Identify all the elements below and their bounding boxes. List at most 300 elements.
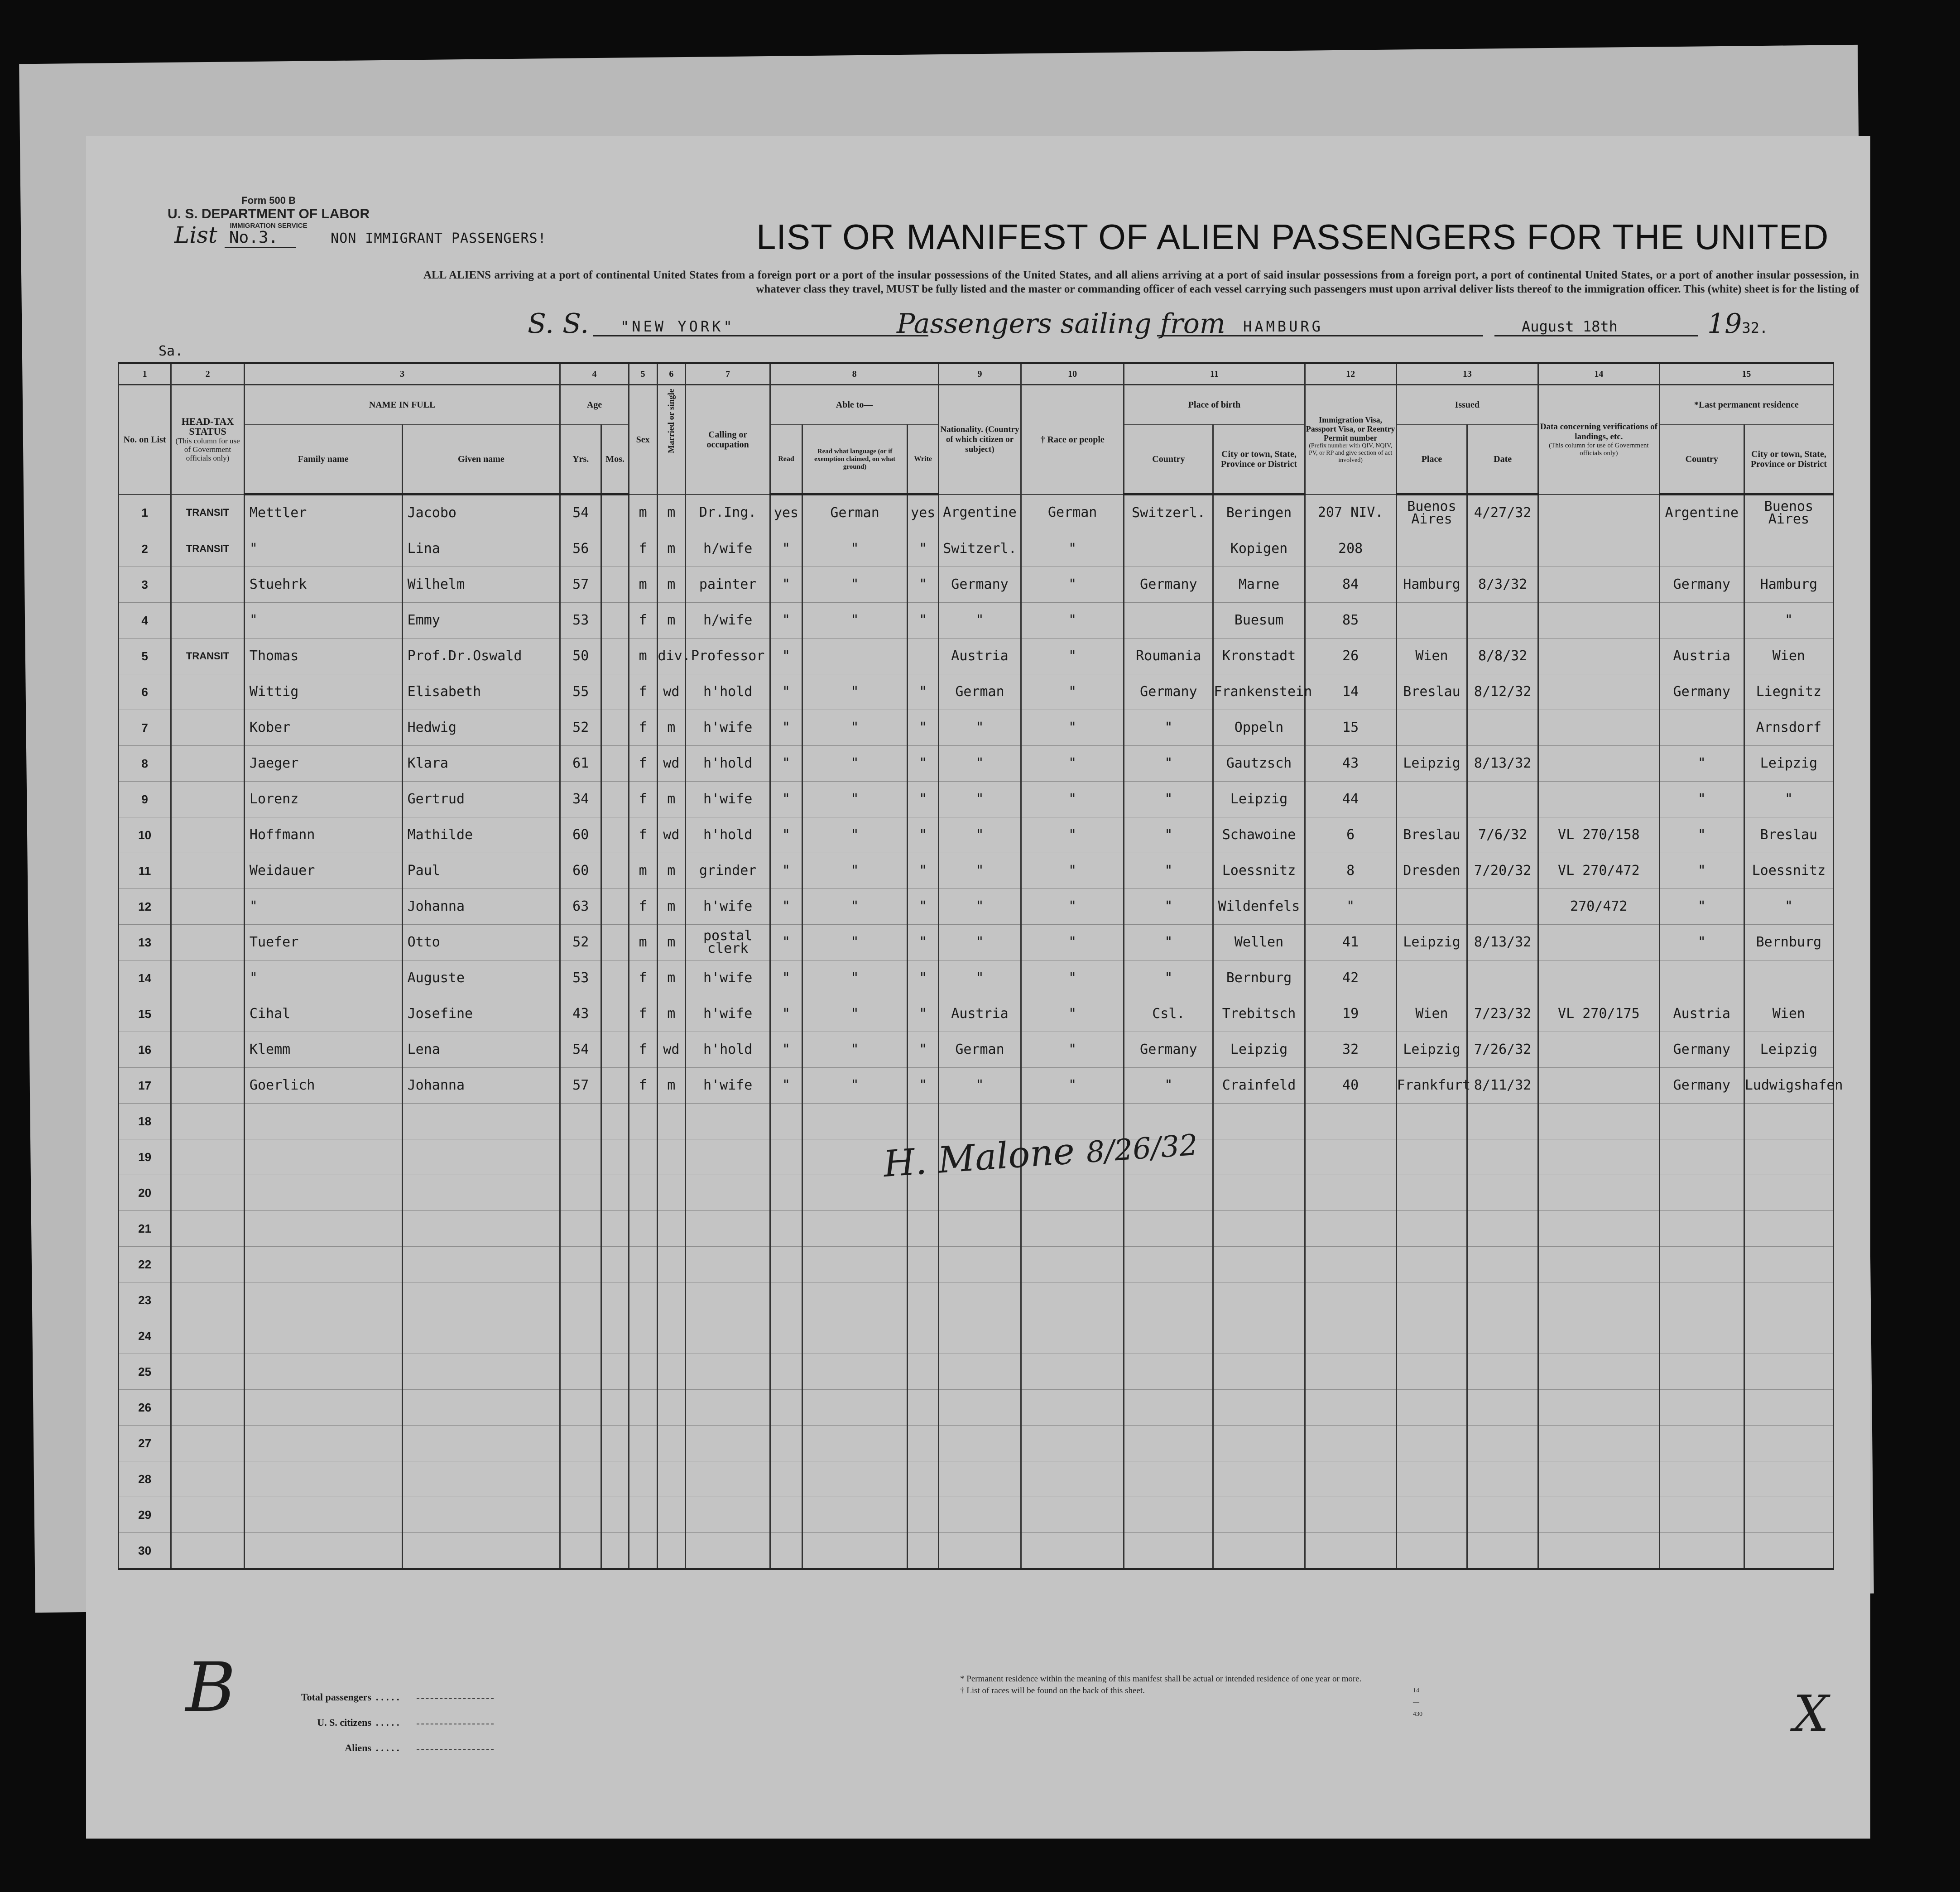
can-write-cell: " xyxy=(908,567,939,603)
row-number-cell: 6 xyxy=(119,674,171,710)
residence-country-cell xyxy=(1659,1318,1744,1354)
residence-city-cell: Liegnitz xyxy=(1744,674,1833,710)
verification-cell xyxy=(1538,1461,1659,1497)
nationality-cell: Germany xyxy=(939,567,1021,603)
row-number-cell: 24 xyxy=(119,1318,171,1354)
residence-country-cell: " xyxy=(1659,889,1744,925)
table-row xyxy=(119,1104,1834,1139)
verification-cell xyxy=(1538,1533,1659,1570)
marital-status-cell xyxy=(657,1247,686,1282)
given-name-cell: Gertrud xyxy=(402,782,560,817)
aliens-label: Aliens xyxy=(345,1742,371,1753)
race-cell: " xyxy=(1021,817,1124,853)
nationality-cell xyxy=(939,1497,1021,1533)
sex-cell xyxy=(629,1426,657,1461)
race-cell: " xyxy=(1021,710,1124,746)
given-name-cell xyxy=(402,1104,560,1139)
occupation-cell: Dr.Ing. xyxy=(686,495,770,531)
birth-country-cell: " xyxy=(1124,889,1213,925)
occupation-cell xyxy=(686,1354,770,1390)
residence-city-cell: " xyxy=(1744,603,1833,639)
col-num: 9 xyxy=(939,363,1021,385)
table-row xyxy=(119,567,1834,603)
sex-cell xyxy=(629,1211,657,1247)
verification-cell xyxy=(1538,1318,1659,1354)
family-name-cell xyxy=(244,1282,402,1318)
issued-place-cell: Breslau xyxy=(1396,674,1467,710)
head-tax-status-cell xyxy=(171,782,245,817)
birth-city-cell: Schawoine xyxy=(1213,817,1305,853)
birth-city-cell: Wildenfels xyxy=(1213,889,1305,925)
given-name-cell xyxy=(402,1318,560,1354)
family-name-cell xyxy=(244,1139,402,1175)
row-number-cell: 27 xyxy=(119,1426,171,1461)
can-read-cell: " xyxy=(770,889,802,925)
visa-number-cell xyxy=(1305,1426,1396,1461)
sex-cell xyxy=(629,1461,657,1497)
head-tax-status-cell xyxy=(171,1175,245,1211)
race-cell xyxy=(1021,1461,1124,1497)
row-number-cell: 14 xyxy=(119,960,171,996)
sex-cell xyxy=(629,1104,657,1139)
age-years-cell: 60 xyxy=(560,817,601,853)
header-read: Read xyxy=(770,425,802,495)
us-citizens-label: U. S. citizens xyxy=(317,1717,371,1728)
verification-cell xyxy=(1538,674,1659,710)
family-name-cell xyxy=(244,1247,402,1282)
handwritten-b-mark: B xyxy=(186,1648,236,1727)
birth-city-cell: Kronstadt xyxy=(1213,639,1305,674)
family-name-cell xyxy=(244,1318,402,1354)
table-row xyxy=(119,674,1834,710)
nationality-cell: " xyxy=(939,889,1021,925)
table-row xyxy=(119,1497,1834,1533)
marital-status-cell xyxy=(657,1211,686,1247)
residence-country-cell xyxy=(1659,1354,1744,1390)
can-write-cell xyxy=(908,1426,939,1461)
manifest-body xyxy=(119,495,1843,1570)
can-read-cell: " xyxy=(770,782,802,817)
department-name: U. S. DEPARTMENT OF LABOR xyxy=(168,206,370,221)
age-months-cell xyxy=(601,1497,629,1533)
birth-city-cell: Oppeln xyxy=(1213,710,1305,746)
row-number-cell: 30 xyxy=(119,1533,171,1570)
head-tax-status-cell xyxy=(171,1533,245,1570)
can-write-cell: " xyxy=(908,782,939,817)
total-passengers-line xyxy=(272,1685,494,1710)
given-name-cell: Otto xyxy=(402,925,560,960)
race-cell xyxy=(1021,1497,1124,1533)
marital-status-cell xyxy=(657,1104,686,1139)
race-cell: German xyxy=(1021,495,1124,531)
given-name-cell: Lina xyxy=(402,531,560,567)
header-name-in-full: NAME IN FULL xyxy=(244,385,560,425)
race-cell: " xyxy=(1021,639,1124,674)
issued-place-cell: Buenos Aires xyxy=(1396,495,1467,531)
read-language-cell: German xyxy=(802,495,907,531)
verification-cell xyxy=(1538,710,1659,746)
nationality-cell: " xyxy=(939,603,1021,639)
marital-status-cell xyxy=(657,1139,686,1175)
read-language-cell: " xyxy=(802,782,907,817)
occupation-cell xyxy=(686,1390,770,1426)
sex-cell: f xyxy=(629,710,657,746)
visa-number-cell: 207 NIV. xyxy=(1305,495,1396,531)
can-write-cell: " xyxy=(908,996,939,1032)
read-language-cell: " xyxy=(802,889,907,925)
table-row xyxy=(119,1354,1834,1390)
row-number-cell: 7 xyxy=(119,710,171,746)
visa-number-cell: 19 xyxy=(1305,996,1396,1032)
table-row xyxy=(119,1426,1834,1461)
issued-place-cell: Frankfurt xyxy=(1396,1068,1467,1104)
residence-country-cell xyxy=(1659,960,1744,996)
residence-city-cell xyxy=(1744,1175,1833,1211)
header-head-tax xyxy=(171,385,245,495)
visa-number-cell: 40 xyxy=(1305,1068,1396,1104)
head-tax-status-cell xyxy=(171,1282,245,1318)
birth-city-cell: Beringen xyxy=(1213,495,1305,531)
residence-country-cell xyxy=(1659,1104,1744,1139)
header-write: Write xyxy=(908,425,939,495)
age-months-cell xyxy=(601,1426,629,1461)
birth-city-cell xyxy=(1213,1318,1305,1354)
marital-status-cell: m xyxy=(657,996,686,1032)
age-years-cell xyxy=(560,1318,601,1354)
list-line xyxy=(174,222,547,248)
age-years-cell xyxy=(560,1211,601,1247)
marital-status-cell xyxy=(657,1318,686,1354)
leader-dots: ..... xyxy=(376,1717,402,1728)
head-tax-status-cell xyxy=(171,1104,245,1139)
age-months-cell xyxy=(601,853,629,889)
issued-place-cell: Leipzig xyxy=(1396,1032,1467,1068)
birth-city-cell: Wellen xyxy=(1213,925,1305,960)
read-language-cell xyxy=(802,1318,907,1354)
header-visa-title: Immigration Visa, Passport Visa, or Reentry Permit number xyxy=(1306,415,1395,442)
row-number-cell: 28 xyxy=(119,1461,171,1497)
given-name-cell: Emmy xyxy=(402,603,560,639)
marital-status-cell: m xyxy=(657,853,686,889)
family-name-cell: Klemm xyxy=(244,1032,402,1068)
occupation-cell: painter xyxy=(686,567,770,603)
row-number-cell: 10 xyxy=(119,817,171,853)
age-months-cell xyxy=(601,674,629,710)
footnotes xyxy=(960,1673,1422,1718)
residence-city-cell: Leipzig xyxy=(1744,1032,1833,1068)
birth-city-cell xyxy=(1213,1533,1305,1570)
header-age: Age xyxy=(560,385,629,425)
header-race: † Race or people xyxy=(1021,385,1124,495)
can-write-cell xyxy=(908,1533,939,1570)
occupation-cell: postal clerk xyxy=(686,925,770,960)
family-name-cell xyxy=(244,1426,402,1461)
issued-date-cell: 4/27/32 xyxy=(1467,495,1538,531)
read-language-cell xyxy=(802,1497,907,1533)
birth-city-cell xyxy=(1213,1247,1305,1282)
row-number-cell: 1 xyxy=(119,495,171,531)
marital-status-cell: div. xyxy=(657,639,686,674)
verification-cell: VL 270/175 xyxy=(1538,996,1659,1032)
birth-country-cell: Roumania xyxy=(1124,639,1213,674)
issued-date-cell: 7/20/32 xyxy=(1467,853,1538,889)
head-tax-status-cell xyxy=(171,817,245,853)
occupation-cell xyxy=(686,1104,770,1139)
birth-country-cell: Csl. xyxy=(1124,996,1213,1032)
issued-date-cell xyxy=(1467,603,1538,639)
issued-date-cell xyxy=(1467,531,1538,567)
issued-place-cell xyxy=(1396,782,1467,817)
residence-country-cell: Austria xyxy=(1659,996,1744,1032)
read-language-cell: " xyxy=(802,567,907,603)
can-write-cell: " xyxy=(908,817,939,853)
can-read-cell xyxy=(770,1390,802,1426)
can-read-cell: " xyxy=(770,567,802,603)
departure-date: August 18th xyxy=(1494,318,1698,336)
age-years-cell: 50 xyxy=(560,639,601,674)
given-name-cell: Hedwig xyxy=(402,710,560,746)
given-name-cell: Auguste xyxy=(402,960,560,996)
marital-status-cell: m xyxy=(657,603,686,639)
issued-place-cell: Wien xyxy=(1396,996,1467,1032)
nationality-cell: Switzerl. xyxy=(939,531,1021,567)
departure-year xyxy=(1707,308,1768,340)
transit-stamp: TRANSIT xyxy=(186,507,230,519)
read-language-cell: " xyxy=(802,853,907,889)
totals-block xyxy=(272,1685,494,1761)
age-years-cell: 52 xyxy=(560,925,601,960)
can-write-cell: " xyxy=(908,746,939,782)
visa-number-cell: 15 xyxy=(1305,710,1396,746)
marital-status-cell: m xyxy=(657,960,686,996)
age-months-cell xyxy=(601,1247,629,1282)
verification-cell xyxy=(1538,1282,1659,1318)
sex-cell: f xyxy=(629,817,657,853)
occupation-cell: h'hold xyxy=(686,1032,770,1068)
visa-number-cell: 44 xyxy=(1305,782,1396,817)
residence-country-cell xyxy=(1659,710,1744,746)
occupation-cell xyxy=(686,1139,770,1175)
visa-number-cell xyxy=(1305,1211,1396,1247)
row-number-cell: 18 xyxy=(119,1104,171,1139)
issued-date-cell xyxy=(1467,1104,1538,1139)
issued-date-cell: 8/8/32 xyxy=(1467,639,1538,674)
birth-city-cell: Loessnitz xyxy=(1213,853,1305,889)
nationality-cell xyxy=(939,1318,1021,1354)
can-read-cell: " xyxy=(770,996,802,1032)
issued-place-cell: Dresden xyxy=(1396,853,1467,889)
age-months-cell xyxy=(601,1032,629,1068)
birth-country-cell xyxy=(1124,1461,1213,1497)
family-name-cell: " xyxy=(244,889,402,925)
can-read-cell: " xyxy=(770,853,802,889)
nationality-cell: German xyxy=(939,674,1021,710)
issued-date-cell: 7/23/32 xyxy=(1467,996,1538,1032)
head-tax-status-cell xyxy=(171,674,245,710)
nationality-cell: " xyxy=(939,1068,1021,1104)
nationality-cell xyxy=(939,1211,1021,1247)
can-read-cell xyxy=(770,1211,802,1247)
issued-date-cell xyxy=(1467,1390,1538,1426)
age-months-cell xyxy=(601,1461,629,1497)
row-number-cell: 25 xyxy=(119,1354,171,1390)
birth-city-cell xyxy=(1213,1461,1305,1497)
nationality-cell xyxy=(939,1247,1021,1282)
residence-country-cell: " xyxy=(1659,817,1744,853)
header-birth-city: City or town, State, Province or District xyxy=(1213,425,1305,495)
marital-status-cell: m xyxy=(657,925,686,960)
can-write-cell xyxy=(908,1318,939,1354)
age-years-cell: 53 xyxy=(560,960,601,996)
given-name-cell: Lena xyxy=(402,1032,560,1068)
can-read-cell: " xyxy=(770,674,802,710)
row-number-cell: 19 xyxy=(119,1139,171,1175)
given-name-cell xyxy=(402,1175,560,1211)
visa-number-cell: 32 xyxy=(1305,1032,1396,1068)
verification-cell xyxy=(1538,960,1659,996)
col-num: 8 xyxy=(770,363,939,385)
verification-cell xyxy=(1538,1032,1659,1068)
family-name-cell: Mettler xyxy=(244,495,402,531)
given-name-cell: Prof.Dr.Oswald xyxy=(402,639,560,674)
col-num: 11 xyxy=(1124,363,1305,385)
occupation-cell xyxy=(686,1497,770,1533)
birth-country-cell xyxy=(1124,1354,1213,1390)
sex-cell: m xyxy=(629,567,657,603)
age-years-cell: 55 xyxy=(560,674,601,710)
row-number-cell: 4 xyxy=(119,603,171,639)
issued-date-cell xyxy=(1467,1211,1538,1247)
read-language-cell: " xyxy=(802,996,907,1032)
given-name-cell xyxy=(402,1211,560,1247)
footnote-races: † List of races will be found on the back of this sheet. xyxy=(960,1686,1145,1695)
family-name-cell: Thomas xyxy=(244,639,402,674)
form-code: 14—430 xyxy=(1413,1687,1422,1718)
aliens-value xyxy=(417,1735,494,1750)
nationality-cell: " xyxy=(939,960,1021,996)
header-verifications-note: (This column for use of Government officials only) xyxy=(1549,442,1649,457)
header-res-city: City or town, State, Province or District xyxy=(1744,425,1833,495)
read-language-cell xyxy=(802,1354,907,1390)
row-number-cell: 22 xyxy=(119,1247,171,1282)
residence-city-cell: Buenos Aires xyxy=(1744,495,1833,531)
issued-date-cell xyxy=(1467,1175,1538,1211)
given-name-cell xyxy=(402,1282,560,1318)
occupation-cell: h'hold xyxy=(686,817,770,853)
issued-place-cell xyxy=(1396,1139,1467,1175)
given-name-cell: Johanna xyxy=(402,1068,560,1104)
birth-country-cell xyxy=(1124,1282,1213,1318)
race-cell: " xyxy=(1021,746,1124,782)
issued-place-cell xyxy=(1396,1318,1467,1354)
marital-status-cell: m xyxy=(657,782,686,817)
can-read-cell xyxy=(770,1461,802,1497)
issued-place-cell xyxy=(1396,1282,1467,1318)
race-cell: " xyxy=(1021,603,1124,639)
given-name-cell xyxy=(402,1247,560,1282)
occupation-cell: h'wife xyxy=(686,1068,770,1104)
table-row xyxy=(119,889,1834,925)
birth-city-cell xyxy=(1213,1139,1305,1175)
can-read-cell: " xyxy=(770,1032,802,1068)
occupation-cell xyxy=(686,1247,770,1282)
age-months-cell xyxy=(601,639,629,674)
race-cell xyxy=(1021,1426,1124,1461)
sex-cell: f xyxy=(629,1032,657,1068)
birth-country-cell: " xyxy=(1124,746,1213,782)
issued-place-cell xyxy=(1396,1390,1467,1426)
nationality-cell: " xyxy=(939,782,1021,817)
col-num: 12 xyxy=(1305,363,1396,385)
visa-number-cell xyxy=(1305,1390,1396,1426)
issued-date-cell: 7/6/32 xyxy=(1467,817,1538,853)
given-name-cell: Jacobo xyxy=(402,495,560,531)
header-sex: Sex xyxy=(629,385,657,495)
row-number-cell: 20 xyxy=(119,1175,171,1211)
col-num: 15 xyxy=(1659,363,1833,385)
given-name-cell: Mathilde xyxy=(402,817,560,853)
issued-place-cell xyxy=(1396,603,1467,639)
nationality-cell: " xyxy=(939,710,1021,746)
family-name-cell: Lorenz xyxy=(244,782,402,817)
issued-place-cell: Leipzig xyxy=(1396,746,1467,782)
can-read-cell: " xyxy=(770,710,802,746)
birth-country-cell: " xyxy=(1124,853,1213,889)
row-number-cell: 11 xyxy=(119,853,171,889)
row-number-cell: 29 xyxy=(119,1497,171,1533)
row-number-cell: 13 xyxy=(119,925,171,960)
family-name-cell xyxy=(244,1104,402,1139)
verification-cell xyxy=(1538,1211,1659,1247)
can-read-cell xyxy=(770,1175,802,1211)
occupation-cell: h'wife xyxy=(686,996,770,1032)
residence-country-cell xyxy=(1659,1282,1744,1318)
header-given-name: Given name xyxy=(402,425,560,495)
col-num: 14 xyxy=(1538,363,1659,385)
can-read-cell: " xyxy=(770,960,802,996)
occupation-cell: Professor xyxy=(686,639,770,674)
issued-date-cell xyxy=(1467,710,1538,746)
birth-country-cell xyxy=(1124,1175,1213,1211)
form-number: Form 500 B xyxy=(241,195,296,206)
residence-country-cell: Germany xyxy=(1659,674,1744,710)
head-tax-status-cell xyxy=(171,1461,245,1497)
marital-status-cell: m xyxy=(657,1068,686,1104)
residence-country-cell xyxy=(1659,1497,1744,1533)
verification-cell xyxy=(1538,1175,1659,1211)
issued-place-cell: Breslau xyxy=(1396,817,1467,853)
list-label: List xyxy=(174,222,217,248)
head-tax-status-cell xyxy=(171,603,245,639)
race-cell: " xyxy=(1021,960,1124,996)
can-write-cell xyxy=(908,1497,939,1533)
residence-city-cell xyxy=(1744,1247,1833,1282)
header-head-tax-note: (This column for use of Government officials only) xyxy=(175,437,240,463)
occupation-cell xyxy=(686,1533,770,1570)
verification-cell xyxy=(1538,1390,1659,1426)
birth-city-cell: Gautzsch xyxy=(1213,746,1305,782)
read-language-cell xyxy=(802,1390,907,1426)
visa-number-cell: 8 xyxy=(1305,853,1396,889)
residence-city-cell xyxy=(1744,1282,1833,1318)
read-language-cell: " xyxy=(802,603,907,639)
col-num: 10 xyxy=(1021,363,1124,385)
issued-place-cell xyxy=(1396,1211,1467,1247)
sex-cell: f xyxy=(629,674,657,710)
handwritten-x-mark: X xyxy=(1793,1685,1829,1743)
can-read-cell: " xyxy=(770,639,802,674)
residence-country-cell xyxy=(1659,1461,1744,1497)
